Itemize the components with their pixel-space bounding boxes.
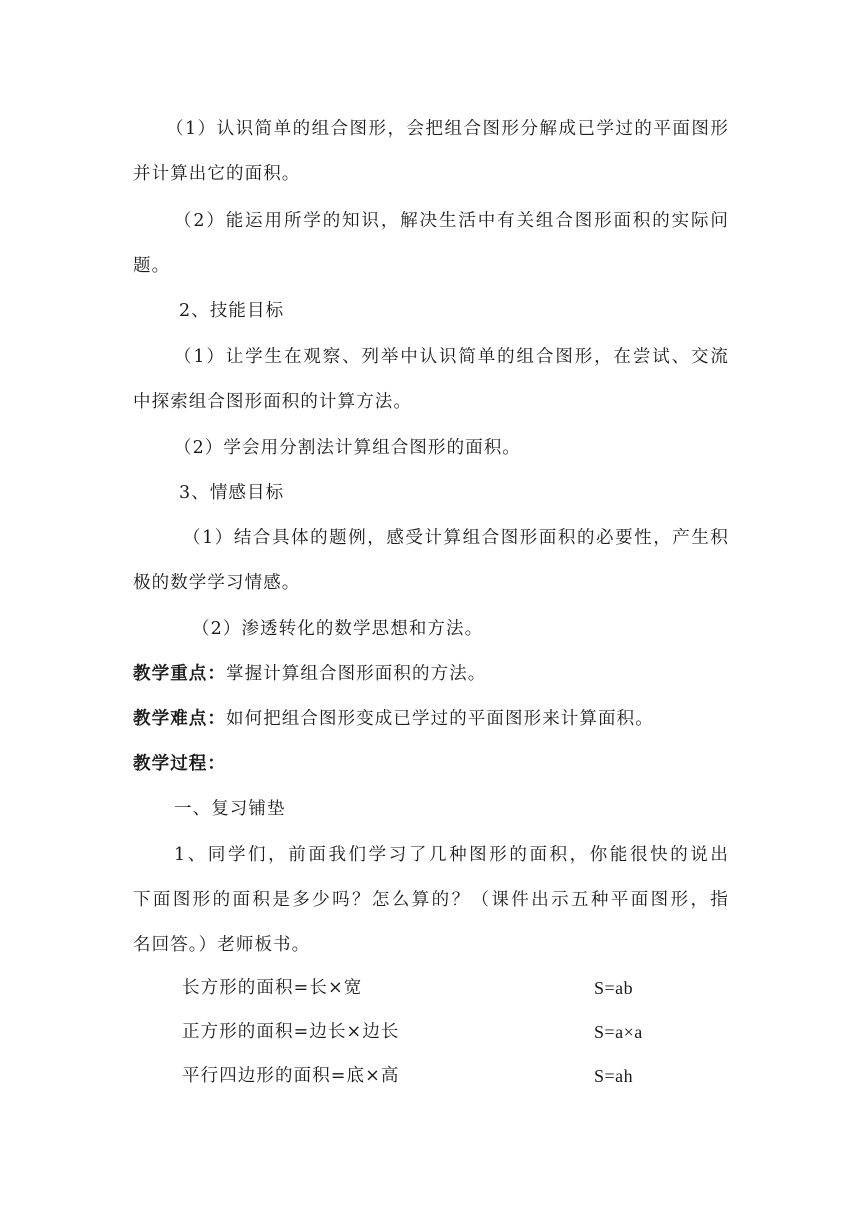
skill-1-line-2: 中探索组合图形面积的计算方法。 xyxy=(133,392,412,412)
review-line-2: 下面图形的面积是多少吗？怎么算的？（课件出示五种平面图形，指 xyxy=(133,890,729,910)
emotion-1-line-1: （1）结合具体的题例，感受计算组合图形面积的必要性，产生积 xyxy=(183,528,729,548)
difficulty-label: 教学难点： xyxy=(133,709,226,729)
emotion-1-line-2: 极的数学学习情感。 xyxy=(133,573,301,593)
skill-2: （2）学会用分割法计算组合图形的面积。 xyxy=(174,438,522,458)
key-point-text: 掌握计算组合图形面积的方法。 xyxy=(226,664,487,684)
emotion-heading: 3、情感目标 xyxy=(179,483,285,503)
key-point xyxy=(133,662,486,686)
formula-square-symbol: S=a×a xyxy=(594,1022,643,1042)
formula-parallelogram: 平行四边形的面积=底×高 xyxy=(182,1066,400,1086)
difficulty xyxy=(133,707,654,731)
skill-1-line-1: （1）让学生在观察、列举中认识简单的组合图形，在尝试、交流 xyxy=(174,347,729,367)
review-heading: 一、复习铺垫 xyxy=(174,799,286,819)
formula-rectangle: 长方形的面积=长×宽 xyxy=(182,978,363,998)
skills-heading: 2、技能目标 xyxy=(179,301,285,321)
formula-parallelogram-symbol: S=ah xyxy=(594,1066,634,1086)
formula-rectangle-symbol: S=ab xyxy=(594,978,634,998)
objective-2-line-1: （2）能运用所学的知识，解决生活中有关组合图形面积的实际问 xyxy=(174,211,729,231)
review-line-3: 名回答。）老师板书。 xyxy=(133,935,311,955)
key-point-label: 教学重点： xyxy=(133,664,226,684)
objective-2-line-2: 题。 xyxy=(133,256,171,276)
difficulty-text: 如何把组合图形变成已学过的平面图形来计算面积。 xyxy=(226,709,654,729)
review-line-1: 1、同学们，前面我们学习了几种图形的面积，你能很快的说出 xyxy=(174,845,729,865)
objective-1-line-2: 并计算出它的面积。 xyxy=(133,164,301,184)
formula-square: 正方形的面积=边长×边长 xyxy=(182,1022,400,1042)
objective-1-line-1: （1）认识简单的组合图形，会把组合图形分解成已学过的平面图形 xyxy=(166,119,729,139)
emotion-2: （2）渗透转化的数学思想和方法。 xyxy=(192,619,484,639)
process-heading: 教学过程： xyxy=(133,754,226,774)
